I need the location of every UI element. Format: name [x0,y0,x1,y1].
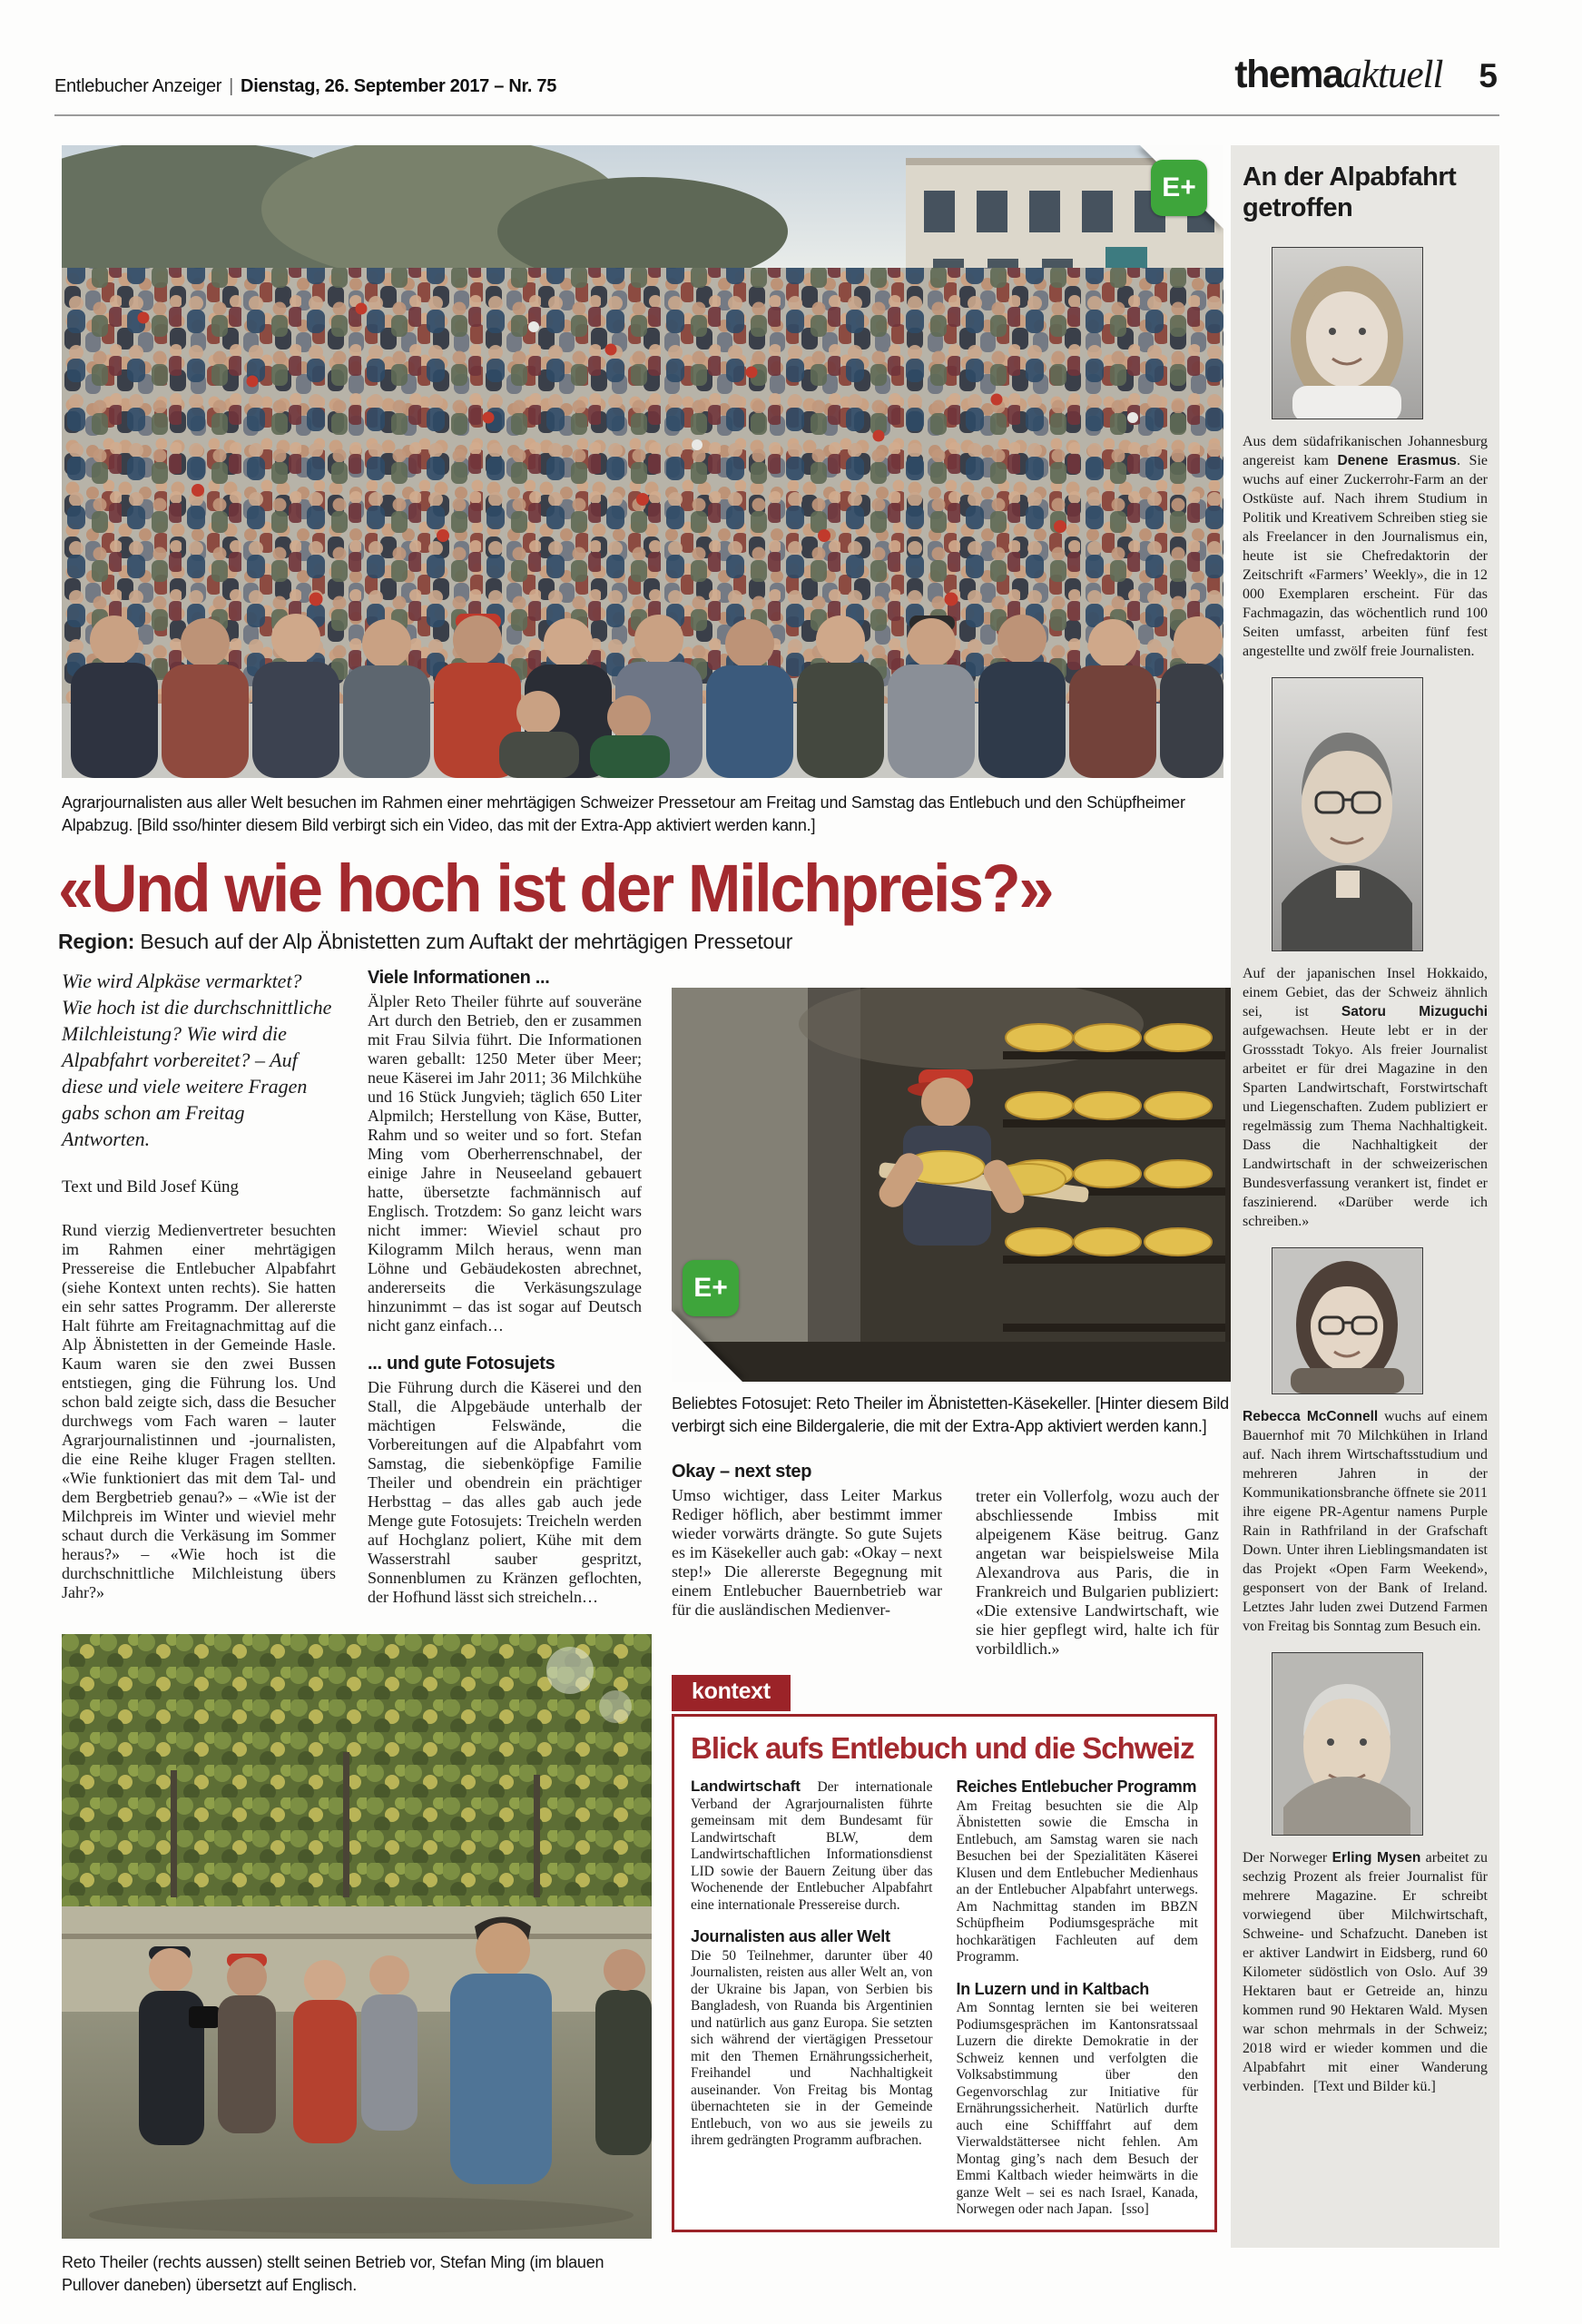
profile-name-denene: Denene Erasmus [1337,453,1457,468]
kontext-p2: Die 50 Teilnehmer, darunter über 40 Journalisten, reisten aus aller Welt an, von der Ukraine bis Japan, von Serbien bis Bangladesh, von Ruanda bis Argentinien und natürlich aus ganz Europa. Sie setzten sich während der viertägigen Pressetour mit den Themen Ernährungssicherheit, Freihandel und Nachhaltigkeit auseinander. Von Freitag bis Montag übernachteten sie in der Gemeinde Entlebuch, von wo aus sie jeweils zu ihrem gedrängten Programm aufbrachen. [691,1947,933,2148]
region-text: Besuch auf der Alp Äbnistetten zum Auftakt der mehrtägigen Pressetour [134,930,793,953]
kontext-box [672,1714,1217,2232]
section-title-italic: aktuell [1342,54,1443,96]
kontext-subhead-luzern: In Luzern und in Kaltbach [956,1979,1149,1998]
portrait-rebecca-mcconnell [1272,1247,1423,1394]
kontext-tab: kontext [672,1675,791,1711]
extra-app-icon: E+ [683,1260,739,1316]
header-rule [54,114,1499,116]
sidebar-title: An der Alpabfahrt getroffen [1243,162,1457,222]
cheese-cellar-photo [672,988,1236,1382]
kontext-runin-landwirtschaft: Landwirtschaft [691,1777,801,1795]
main-photo-caption: Agrarjournalisten aus aller Welt besuchen im Rahmen einer mehrtägigen Schweizer Pressetour am Freitag und Samstag das Entlebuch und den Schüpfheimer Alpabzug. [Bild sso/hinter diesem Bild verbirgt sich ein Video, das mit der Extra-App aktiviert werden kann.] [62,793,1185,834]
profile-name-satoru: Satoru Mizuguchi [1341,1004,1489,1019]
article-byline: Text und Bild Josef Küng [62,1177,239,1196]
subhead-viele-informationen: Viele Informationen ... [368,968,550,988]
profile-text-rebecca: Rebecca McConnell wuchs auf einem Bauernhof mit 70 Milchkühen in Irland auf. Nach ihrem Wirtschaftsstudium und mehreren Jahren in der Kommunikationsbranche öffnete sie 2011 ihre eigene PR-Agentur namens Purple Rain in Rathfriland in der Grafschaft Down. Unter ihren Lieblingsmandaten ist das Projekt «Open Farm Weekend», gesponsert von der Bank of Ireland. Letztes Jahr luden zwei Dutzend Farmen von Freitag bis Sonntag zum Besuch ein. [1243,1409,1489,1634]
article-body-col3: Umso wichtiger, dass Leiter Markus Rediger höflich, aber bestimmt immer wieder vorwärts drängte. So gute Sujets es im Käsekeller auch gab: «Okay – next step!» Die allererste Begegnung mit einem Entlebucher Bauernbetrieb war für die ausländischen Medienver- [672,1486,942,1619]
header-separator: | [229,76,234,96]
page-header-left [54,76,556,97]
article-lead: Wie wird Alpkäse vermarktet? Wie hoch ist die durchschnittliche Milchleistung? Wie wird die Alpabfahrt vorbereitet? – Auf diese und viele weitere Fragen gabs schon am Freitag Antworten. [62,970,332,1150]
crowd-scene-illustration [62,145,1223,778]
article-column-2 [368,968,642,1607]
article-column-1 [62,968,336,1602]
region-label: Region: [58,930,135,953]
article-body-col2b: Die Führung durch die Käserei und den Stall, die Alpgebäude unterhalb der mächtigen Felswände, die Vorbereitungen auf die Alpabfahrt vom Samstag, die siebenköpfige Familie Theiler und obendrein ein prächtiger Herbsttag – das alles gab auch jede Menge gute Fotosujets: Treicheln werden auf Hochglanz poliert, Kühe mit dem Wasserstrahl sauber gespritzt, Sonnenblumen zu Kränzen geflochten, der Hofhund lässt sich streicheln… [368,1378,642,1606]
section-header [817,53,1498,97]
kontext-p4: Am Sonntag lernten sie bei weiteren Podiumsgesprächen im Kantonsratssaal Luzern die direkte Demokratie in der Schweiz kennen und verfolgten die Volksabstimmung über den Gegenvorschlag zur Initiative für Ernährungssicherheit. Natürlich durfte auch eine Schifffahrt auf dem Vierwaldstättersee nicht fehlen. Am Montag ging’s nach dem Besuch der Emmi Kaltbach wieder heimwärts in die ganze Welt – sei es nach Israel, Kanada, Norwegen oder nach Japan. [sso] [956,2000,1198,2217]
kontext-p3: Am Freitag besuchten sie die Alp Äbnistetten sowie die Emscha in Entlebuch, am Samstag waren sie nach Besuchen bei der Spezialitäten Käserei Klusen und dem Entlebucher Medienhaus an der Entlebucher Alpabfahrt unterwegs. Am Nachmittag standen im BBZN Schüpfheim Podiumsgespräche mit hochkarätigen Fachleuten auf dem Programm. [956,1797,1198,1965]
article-headline: «Und wie hoch ist der Milchpreis?» [58,851,1053,926]
article-body-col4: treter ein Vollerfolg, wozu auch der abschliessende Imbiss mit alpeigenem Käse beitrug. Ganz angetan war beispielsweise Mila Alexandrova aus Paris, die in Frankreich und Bulgarien publiziert: «Die extensive Landwirtschaft, wie sie hier gepflegt wird, halte ich für vorbildlich.» [976,1487,1219,1658]
kontext-title: Blick aufs Entlebuch und die Schweiz [691,1731,1194,1765]
article-column-3 [672,1462,942,1620]
page-number: 5 [1479,57,1498,94]
sidebar-alpabfahrt [1231,145,1499,2248]
section-title-bold: thema [1234,53,1343,96]
subhead-okay-next-step: Okay – next step [672,1462,812,1482]
portrait-erling-mysen [1272,1652,1423,1836]
page-curl [672,1311,742,1382]
kontext-signature: [sso] [1121,2201,1149,2217]
kontext-column-2 [957,1778,1199,2219]
subhead-gute-fotosujets: ... und gute Fotosujets [368,1354,555,1374]
profile-name-rebecca: Rebecca McConnell [1243,1409,1379,1424]
profile-text-satoru: Auf der japanischen Insel Hokkaido, einem Gebiet, das der Schweiz ähnlich sei, ist Satoru Mizuguchi aufgewachsen. Heute lebt er in der Grossstadt Tokyo. Als freier Journalist arbeitet er für drei Magazine in den Sparten Landwirtschaft, Forstwirtschaft und Liegenschaften. Zudem publiziert er regelmässig zum Thema Nachhaltigkeit. Dass die Nachhaltigkeit der Landwirtschaft in der schweizerischen Bundesverfassung verankert ist, findet er faszinierend. «Darüber werde ich schreiben.» [1243,966,1489,1229]
main-photo-crowd [62,145,1223,778]
kontext-p1: Landwirtschaft Der internationale Verband der Agrarjournalisten führte gemeinsam mit dem Bundesamt für Landwirtschaft BLW, dem Landwirtschaftlichen Informationsdienst LID sowie der Bauern Zeitung über das Wochenende der Entlebucher Alpabfahrt eine internationale Pressereise durch. [691,1777,933,1913]
profile-name-erling: Erling Mysen [1331,1850,1421,1866]
article-column-4 [976,1462,1219,1659]
sidebar-signature: [Text und Bilder kü.] [1312,2079,1436,2094]
profile-text-erling: Der Norweger Erling Mysen arbeitet zu sechzig Prozent als freier Journalist für mehrere Magazine. Er schreibt vorwiegend über Milchwirtschaft, Schweine- und Schafzucht. Daneben ist er aktiver Landwirt in Eidsberg, rund 60 Kilometer südöstlich von Oslo. Auf 39 Hektaren baut er Getreide an, hinzu kommen rund 90 Hektaren Wald. Mysen war schon mehrmals in der Schweiz; 2018 wird er wieder kommen und die Alpabfahrt mit einer Wanderung verbinden. [Text und Bilder kü.] [1243,1850,1489,2094]
paper-name: Entlebucher Anzeiger [54,76,222,96]
portrait-satoru-mizuguchi [1272,677,1423,951]
article-body-col1: Rund vierzig Medienvertreter besuchten im Rahmen einer mehrtägigen Pressereise die Entlebucher Alpabfahrt (siehe Kontext unten rechts). Sie hatten ein sehr sattes Programm. Der allererste Halt führte am Freitagnachmittag auf die Alp Äbnistetten in der Gemeinde Hasle. Kaum waren sie den zwei Bussen entstiegen, ging die Führung los. Und schon bald zeigte sich, dass die Besucher durchwegs vom Fach waren – lauter Agrarjournalistinnen und -journalisten, die eine Reihe kluger Fragen stellten. «Wie funktioniert das mit dem Tal- und dem Bergbetrieb genau?» – «Wie ist der Milchpreis im Winter und wieviel mehr schaut durch die Verkäsung im Sommer heraus?» – «Wie hoch ist die durchschnittliche Milchleistung übers Jahr?» [62,1221,336,1601]
cheese-photo-caption: Beliebtes Fotosujet: Reto Theiler im Äbnistetten-Käsekeller. [Hinter diesem Bild verbirgt sich eine Bildergalerie, die mit der Extra-App aktiviert werden kann.] [672,1394,1229,1435]
extra-app-icon: E+ [1151,160,1207,216]
article-body-col2a: Älpler Reto Theiler führte auf souveräne Art durch den Betrieb, den er zusammen mit Frau Silvia führt. Die Informationen waren geballt: 1250 Meter über Meer; neue Käserei im Jahr 2011; 36 Milchkühe und 16 Stück Jungvieh; täglich 650 Liter Alpmilch; Herstellung von Käse, Butter, Rahm und so weiter und so fort. Stefan Ming vom Oberherrenschnabel, der einige Jahre in Neuseeland gebauert hatte, übersetzte fachmännisch auf Englisch. Trotzdem: So ganz leicht wars nicht immer: Wieviel schaut pro Kilogramm Milch heraus, wenn man Löhne und Gebäudekosten abrechnet, andererseits die Verkäsungszulage hinzunimmt – das ist sogar auf Deutsch nicht ganz einfach… [368,992,642,1334]
profile-text-denene: Aus dem südafrikanischen Johannesburg angereist kam Denene Erasmus. Sie wuchs auf einer Zuckerrohr-Farm an der Ostküste auf. Nach ihrem Studium in Politik und Kreativem Schreiben stieg sie als Freelancer in den Journalismus ein, heute ist sie Chefredaktorin der Zeitschrift «Farmers’ Weekly», die in 12 000 Exemplaren erscheint. Für das Fachmagazin, das wöchentlich rund 100 Seiten umfasst, arbeiten fünf fest angestellte und zwölf freie Journalisten. [1243,434,1488,659]
article-subhead [58,930,792,954]
kontext-subhead-programm: Reiches Entlebucher Programm [956,1777,1197,1796]
cheese-cellar-illustration [672,988,1236,1382]
issue-date: Dienstag, 26. September 2017 – Nr. 75 [241,76,557,96]
portrait-denene-erasmus [1272,247,1423,419]
farm-visit-illustration [62,1634,652,2239]
farm-photo-caption: Reto Theiler (rechts aussen) stellt seinen Betrieb vor, Stefan Ming (im blauen Pullover daneben) übersetzt auf Englisch. [62,2253,604,2294]
kontext-subhead-journalisten: Journalisten aus aller Welt [691,1927,890,1945]
farm-visit-photo [62,1634,652,2239]
kontext-column-1 [691,1778,933,2219]
